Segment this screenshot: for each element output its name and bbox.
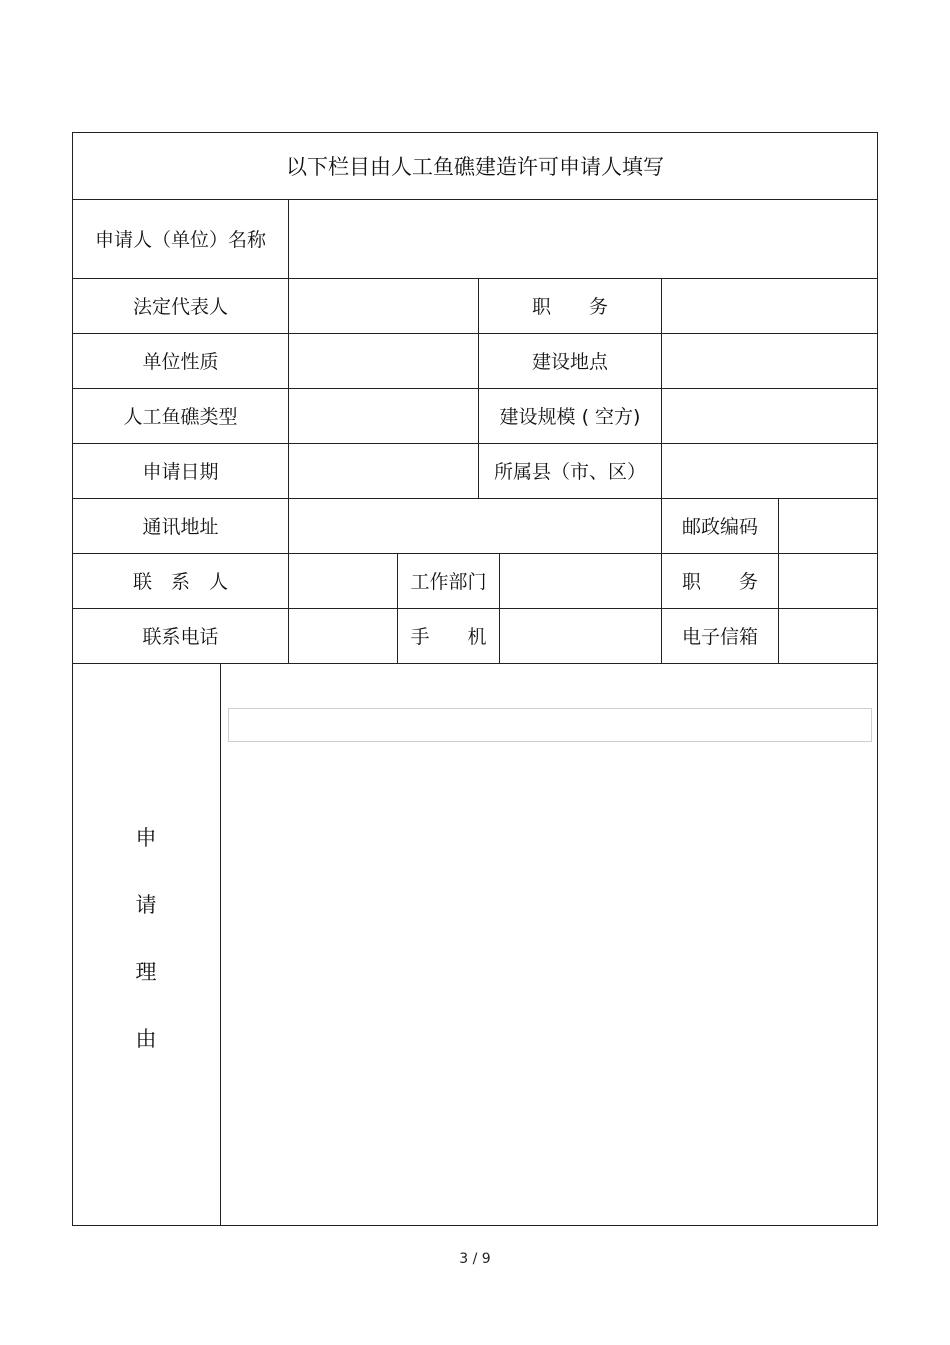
email-field[interactable]: [779, 608, 877, 663]
county-label: 所属县（市、区）: [493, 461, 646, 483]
legal-rep-label: 法定代表人: [132, 296, 228, 318]
postcode-label: 邮政编码: [681, 516, 758, 538]
apply-date-field[interactable]: [289, 443, 478, 498]
reason-label-char: 请: [135, 893, 157, 917]
position-field[interactable]: [662, 278, 877, 333]
contact-position-label: 职 务: [681, 571, 758, 593]
contact-position-field[interactable]: [779, 553, 877, 608]
page-number: 3 / 9: [459, 1251, 491, 1267]
address-field[interactable]: [289, 498, 661, 553]
reason-field-area[interactable]: [221, 664, 877, 1225]
build-scale-label: 建设规模 ( 空方): [499, 406, 641, 428]
county-field[interactable]: [662, 443, 877, 498]
build-location-label: 建设地点: [531, 351, 608, 373]
applicant-name-field[interactable]: [289, 199, 877, 278]
unit-nature-field[interactable]: [289, 333, 478, 388]
phone-label: 联系电话: [142, 626, 219, 648]
form-title: 以下栏目由人工鱼礁建造许可申请人填写: [286, 155, 664, 179]
reef-type-label: 人工鱼礁类型: [123, 406, 238, 428]
reef-type-field[interactable]: [289, 388, 478, 443]
build-scale-field[interactable]: [662, 388, 877, 443]
legal-rep-field[interactable]: [289, 278, 478, 333]
email-label: 电子信箱: [681, 626, 758, 648]
contact-label: 联 系 人: [132, 571, 228, 593]
reason-label-char: 由: [135, 1027, 157, 1051]
department-label: 工作部门: [410, 571, 487, 593]
applicant-name-label: 申请人（单位）名称: [94, 229, 266, 251]
reason-label-char: 申: [135, 826, 157, 850]
mobile-label: 手 机: [410, 626, 487, 648]
contact-field[interactable]: [289, 553, 397, 608]
postcode-field[interactable]: [779, 498, 877, 553]
apply-date-label: 申请日期: [142, 461, 219, 483]
position-label: 职 务: [531, 296, 608, 318]
application-form-table: [72, 132, 878, 1226]
department-field[interactable]: [500, 553, 661, 608]
mobile-field[interactable]: [500, 608, 661, 663]
address-label: 通讯地址: [142, 516, 219, 538]
phone-field[interactable]: [289, 608, 397, 663]
build-location-field[interactable]: [662, 333, 877, 388]
unit-nature-label: 单位性质: [142, 351, 219, 373]
reason-label-char: 理: [135, 960, 157, 984]
